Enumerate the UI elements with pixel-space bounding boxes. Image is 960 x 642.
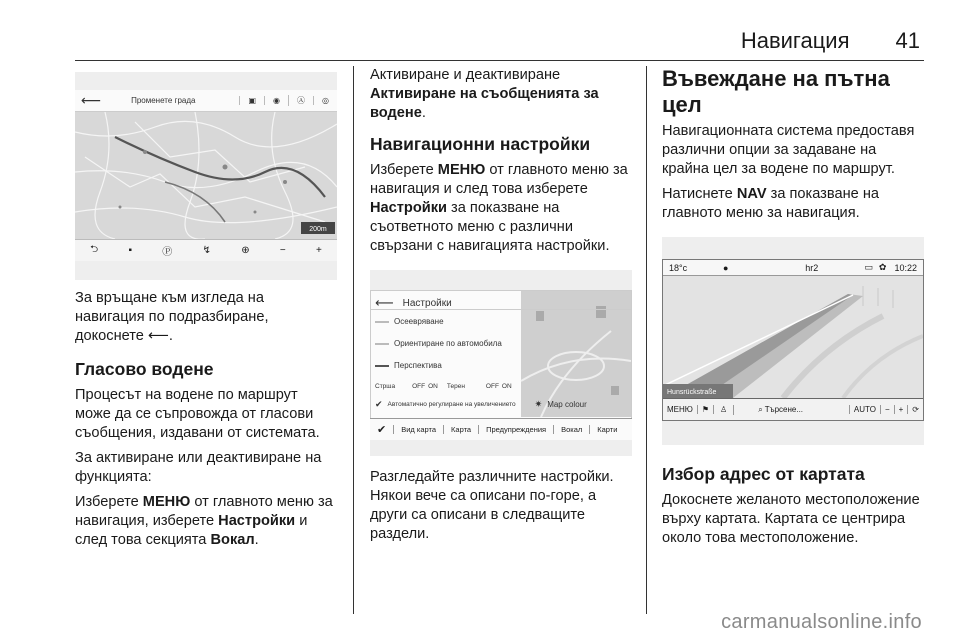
search-icon: ⌕: [733, 405, 764, 415]
paragraph-explore-settings: Разгледайте различните настройки. Някои вече са описани по-горе, а други са описани в следващите раздели.: [370, 469, 614, 542]
map-view: [75, 112, 337, 239]
message-icon: ▭: [864, 262, 873, 272]
nav-status-bar: [663, 260, 923, 276]
column-1: [75, 66, 337, 556]
paragraph-activate: Активиране и деактивиране: [370, 67, 561, 83]
radio-frequency: hr2: [805, 262, 819, 273]
tab-maps: Карти: [589, 425, 624, 434]
auto-label: AUTO: [849, 405, 880, 414]
route-back-icon: ⮌: [90, 244, 99, 255]
fuel-station-icon: ▪: [128, 245, 132, 256]
column-divider: [353, 66, 354, 614]
paragraph-settings-menu: Изберете МЕНЮ от главното меню за навигация и след това изберете Настройки за показване на съответното меню с различни свързани с навигацията настройки.: [370, 162, 628, 254]
sun-icon: ✷: [534, 399, 543, 409]
gear-icon: ✿: [878, 262, 887, 272]
header-rule: [75, 60, 924, 61]
zoom-in-icon: +: [894, 405, 908, 414]
column-2: [370, 66, 632, 550]
paragraph-toggle-function: За активиране или деактивиране на функцията:: [75, 450, 322, 485]
heading-voice-guidance: Гласово водене: [75, 359, 214, 379]
back-arrow-icon: ⟵: [81, 92, 102, 108]
map-graphic: [75, 112, 337, 239]
tab-map: Карта: [443, 425, 478, 434]
settings-row-night: Осеевряване: [375, 317, 444, 326]
settings-title: Настройки: [402, 297, 452, 309]
map-screenshot: [75, 72, 337, 280]
navigation-screenshot: [662, 237, 924, 445]
paragraph-activate-messages: Активиране на съобщенията за водене.: [370, 86, 599, 121]
checkmark-icon: ✔: [375, 399, 383, 409]
checkmark-icon: ✔: [377, 424, 387, 436]
settings-auto-row: ✔ Автоматично регулиране на увеличението ✷ Map colour: [375, 399, 587, 409]
page-number: 41: [895, 28, 920, 53]
zoom-target-icon: ⊕: [241, 245, 250, 256]
page-header: [741, 28, 920, 54]
paragraph-tap-location: Докоснете желаното местоположение върху картата. Картата се центрира около това местоположение.: [662, 492, 920, 546]
paragraph-select-menu: Изберете МЕНЮ от главното меню за навигация, изберете Настройки и след това секцията Вокал.: [75, 494, 333, 548]
car-icon: ▣: [239, 96, 264, 105]
zoom-out-icon: −: [880, 405, 894, 414]
map-top-bar: [75, 90, 337, 112]
settings-screenshot: [370, 270, 632, 456]
watermark: carmanualsonline.info: [721, 611, 922, 633]
heading-nav-settings: Навигационни настройки: [370, 134, 591, 154]
menu-label: МЕНЮ: [667, 405, 693, 414]
back-arrow-icon: ⟵: [375, 295, 394, 310]
navigation-view: [662, 259, 924, 421]
poi-icon: ↯: [202, 245, 211, 256]
tab-map-view: Вид карта: [393, 425, 443, 434]
map-scale: 200m: [309, 226, 327, 233]
flag-icon: ⚑: [697, 405, 713, 414]
pin-icon: ●: [723, 262, 729, 273]
person-icon: ♙: [713, 405, 733, 414]
column-3: [662, 66, 924, 554]
paragraph-press-nav: Натиснете NAV за показване на главното меню за навигация.: [662, 186, 879, 221]
paragraph-voice-process: Процесът на водене по маршрут може да се съпровожда от гласови съобщения, издавани от системата.: [75, 387, 320, 441]
tab-voice: Вокал: [553, 425, 589, 434]
search-label: Търсене...: [764, 405, 804, 414]
paragraph-return-view: За връщане към изгледа на навигация по подразбиране, докоснете ⟵.: [75, 290, 269, 344]
compass-icon: Ⓐ: [288, 95, 313, 106]
settings-icon: ◎: [313, 96, 337, 105]
settings-row-perspective: Перспектива: [375, 361, 442, 370]
street-name: Hunsrückstraße: [667, 389, 717, 396]
heading-destination-input: Въвеждане на пътна цел: [662, 66, 890, 117]
fuel-icon: ◉: [264, 96, 288, 105]
column-divider: [646, 66, 647, 614]
zoom-in-icon: +: [316, 245, 322, 256]
map-bottom-bar: [75, 239, 337, 261]
settings-toggles-row: Стрша OFF ON Терен OFF ON: [375, 383, 512, 390]
paragraph-nav-options: Навигационната система предоставя различни опции за задаване на крайна цел за водене по маршрут.: [662, 123, 915, 177]
heading-map-address: Избор адрес от картата: [662, 464, 865, 484]
rotate-icon: ⟳: [907, 405, 923, 414]
nav-road-graphic: [663, 276, 923, 398]
zoom-out-icon: −: [279, 245, 286, 256]
nav-bottom-bar: [663, 398, 923, 420]
city-title: Променете града: [131, 96, 196, 105]
page-title: Навигация: [740, 28, 850, 53]
settings-row-orientation: Ориентиране по автомобила: [375, 339, 502, 348]
settings-tab-bar: [370, 418, 632, 440]
temperature: 18°c: [669, 262, 688, 273]
parking-icon: Ⓟ: [162, 247, 173, 258]
tab-warnings: Предупреждения: [478, 425, 553, 434]
clock-time: 10:22: [894, 262, 917, 273]
